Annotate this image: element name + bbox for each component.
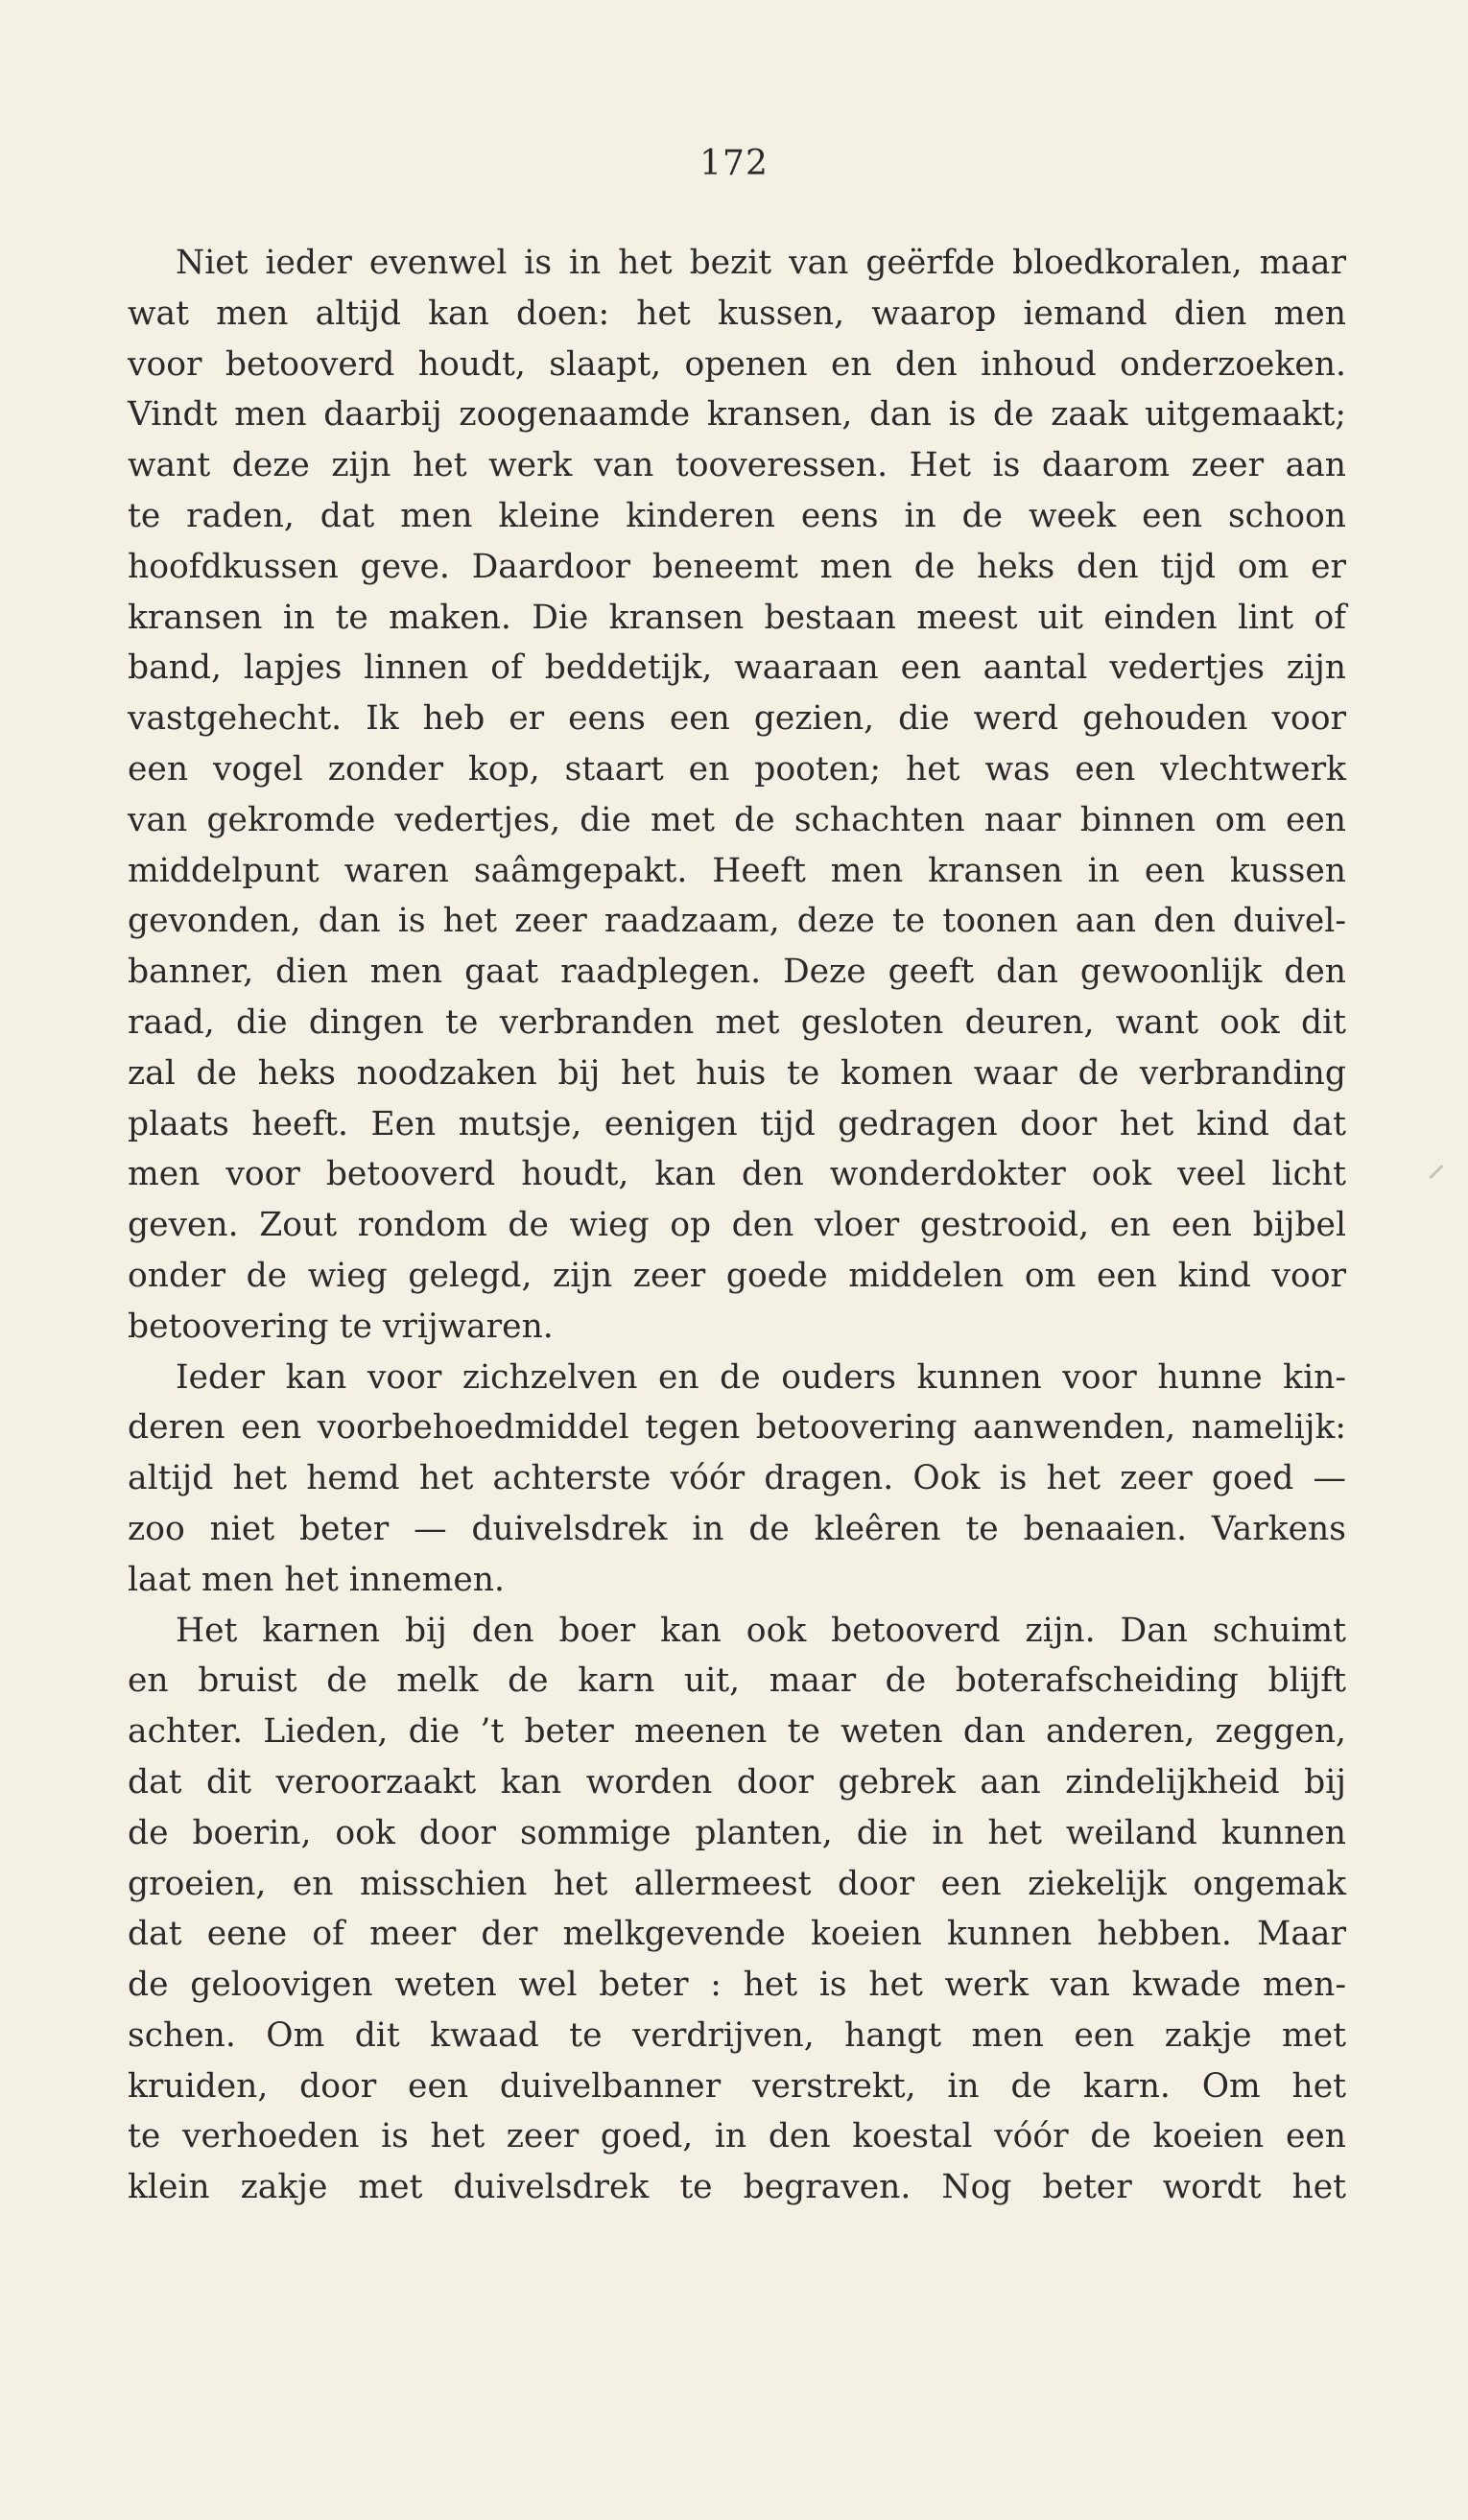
text-line: geven. Zout rondom de wieg op den vloer gestrooid, en een bijbel [128,1206,1346,1245]
text-line: Ieder kan voor zichzelven en de ouders kunnen voor hunne kin- [176,1357,1346,1397]
text-line: van gekromde vedertjes, die met de schachten naar binnen om een [128,800,1346,839]
text-line: onder de wieg gelegd, zijn zeer goede middelen om een kind voor [128,1256,1346,1295]
text-line: Niet ieder evenwel is in het bezit van geërfde bloedkoralen, maar [176,244,1346,282]
text-line: schen. Om dit kwaad te verdrijven, hangt men een zakje met [128,2015,1346,2055]
text-line: te raden, dat men kleine kinderen eens in de week een schoon [128,496,1346,535]
text-line: Het karnen bij den boer kan ook betooverd zijn. Dan schuimt [176,1611,1346,1650]
text-line: banner, dien men gaat raadplegen. Deze geeft dan gewoonlijk den [128,953,1346,992]
text-line: kruiden, door een duivelbanner verstrekt, in de karn. Om het [128,2066,1346,2106]
text-line: zoo niet beter — duivelsdrek in de kleêren te benaaien. Varkens [128,1509,1346,1548]
text-line: plaats heeft. Een mutsje, eenigen tijd gedragen door het kind dat [128,1104,1346,1143]
text-line: de geloovigen weten wel beter : het is het werk van kwade men- [128,1966,1346,2005]
text-line: vastgehecht. Ik heb er eens een gezien, die werd gehouden voor [128,699,1346,739]
text-line: en bruist de melk de karn uit, maar de boterafscheiding blijft [128,1661,1346,1701]
text-line: dat dit veroorzaakt kan worden door gebrek aan zindelijkheid bij [128,1762,1346,1802]
text-line: band, lapjes linnen of beddetijk, waaraan een aantal vedertjes zijn [128,648,1346,688]
text-line: achter. Lieden, die ’t beter meenen te weten dan anderen, zeggen, [128,1712,1346,1752]
text-line: hoofdkussen geve. Daardoor beneemt men de heks den tijd om er [128,547,1346,586]
text-line: deren een voorbehoedmiddel tegen betoovering aanwenden, namelijk: [128,1408,1346,1448]
text-line: klein zakje met duivelsdrek te begraven. Nog beter wordt het [128,2168,1346,2207]
text-line: gevonden, dan is het zeer raadzaam, deze te toonen aan den duivel- [128,902,1346,941]
text-line: betoovering te vrijwaren. [128,1307,554,1346]
text-line: voor betooverd houdt, slaapt, openen en den inhoud onderzoeken. [128,344,1346,384]
text-line: middelpunt waren saâmgepakt. Heeft men kransen in een kussen [128,851,1346,890]
text-line: zal de heks noodzaken bij het huis te komen waar de verbranding [128,1053,1346,1093]
text-line: wat men altijd kan doen: het kussen, waarop iemand dien men [128,294,1346,333]
text-line: Vindt men daarbij zoogenaamde kransen, dan is de zaak uitgemaakt; [128,395,1346,435]
paper-speck [1430,1165,1444,1179]
text-line: want deze zijn het werk van tooveressen. Het is daarom zeer aan [128,446,1346,485]
text-line: de boerin, ook door sommige planten, die in het weiland kunnen [128,1813,1346,1852]
text-line: een vogel zonder kop, staart en pooten; het was een vlechtwerk [128,749,1346,789]
text-line: men voor betooverd houdt, kan den wonderdokter ook veel licht [128,1155,1346,1194]
text-line: groeien, en misschien het allermeest door een ziekelijk ongemak [128,1864,1346,1903]
text-line: altijd het hemd het achterste vóór dragen. Ook is het zeer goed — [128,1459,1346,1498]
text-line: dat eene of meer der melkgevende koeien kunnen hebben. Maar [128,1915,1346,1954]
text-line: laat men het innemen. [128,1560,505,1599]
text-line: raad, die dingen te verbranden met gesloten deuren, want ook dit [128,1002,1346,1042]
text-line: kransen in te maken. Die kransen bestaan meest uit einden lint of [128,598,1346,637]
text-line: te verhoeden is het zeer goed, in den koestal vóór de koeien een [128,2117,1346,2156]
page-number: 172 [699,144,769,183]
body-text [128,238,1346,2213]
